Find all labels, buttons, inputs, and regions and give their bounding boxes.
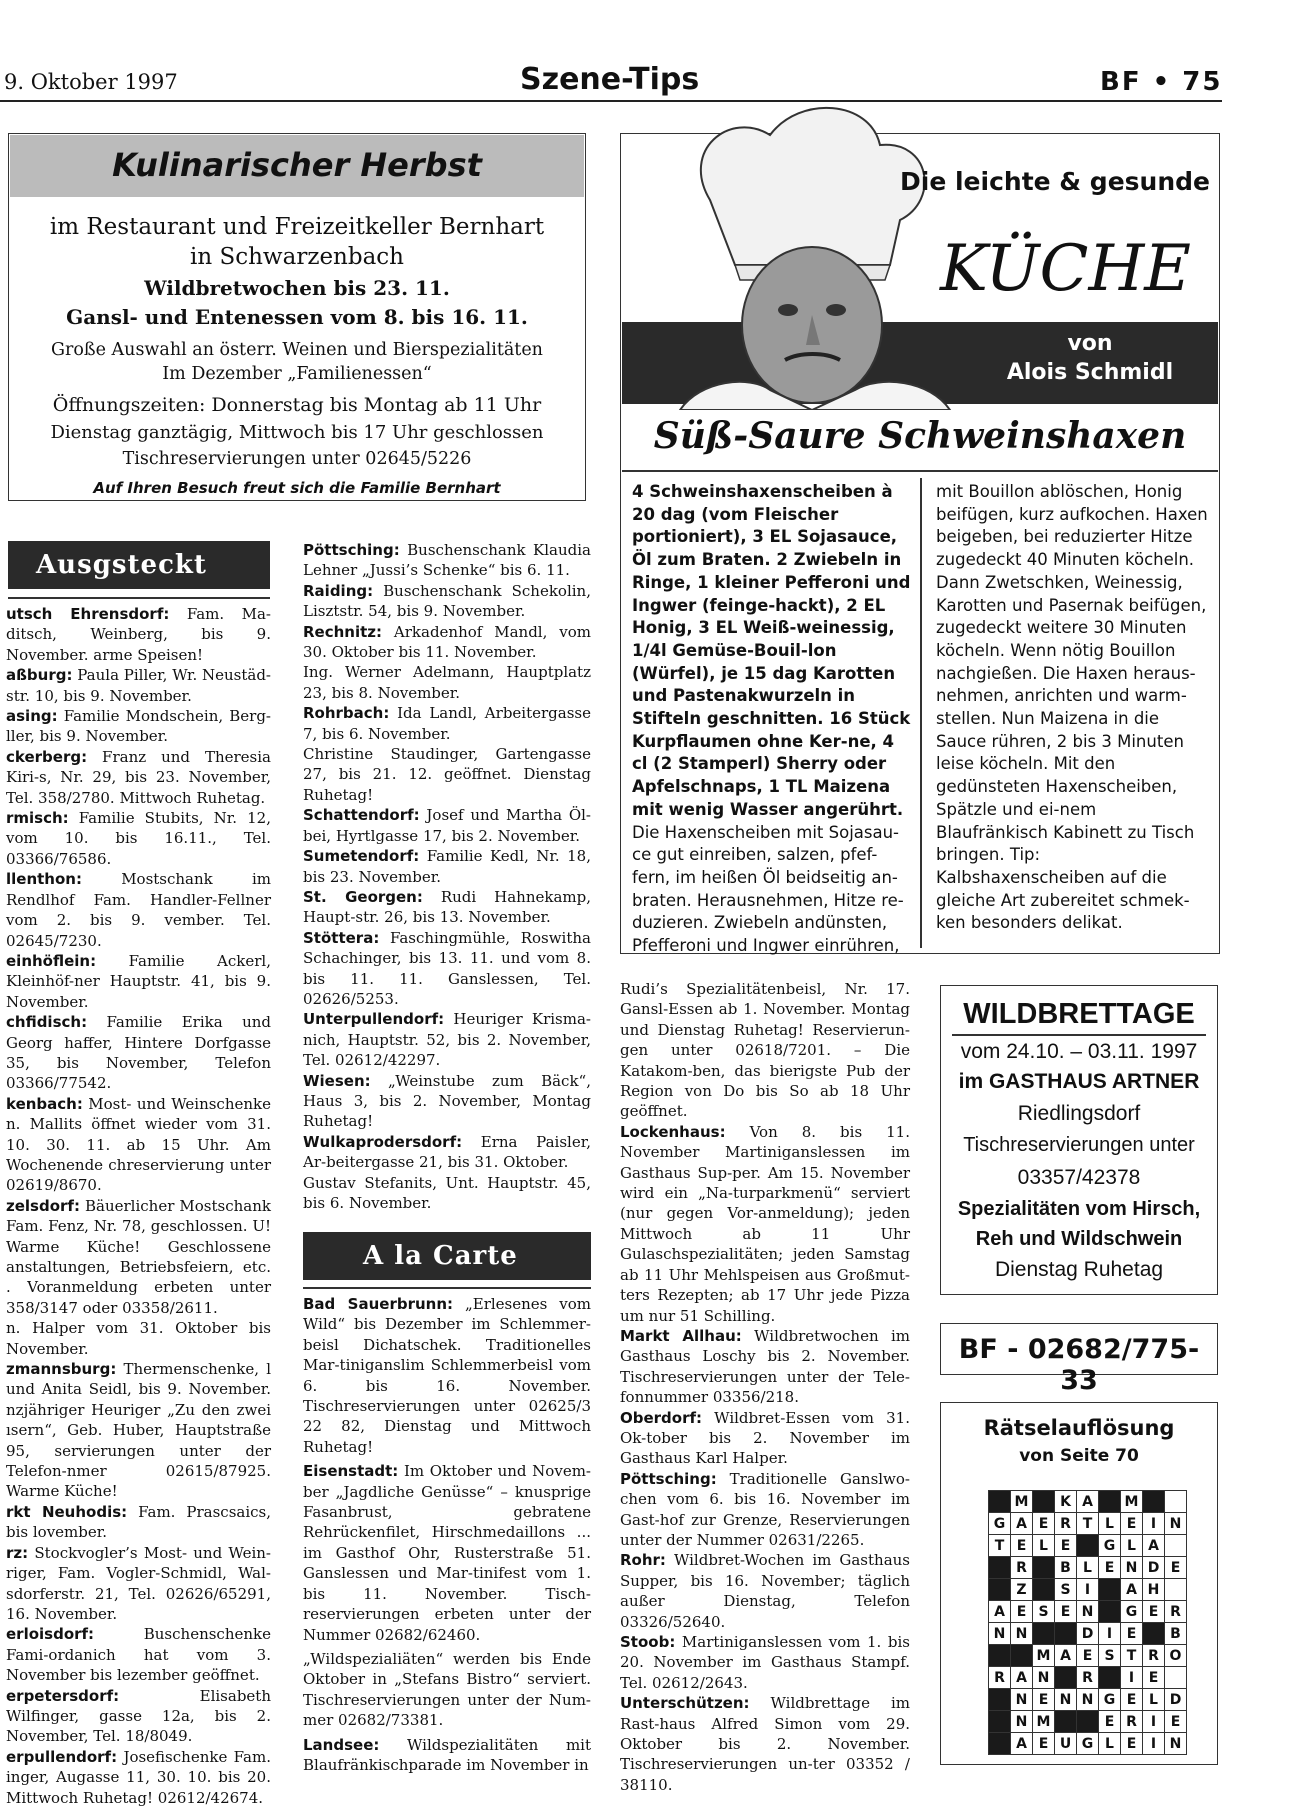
puzzle-letter-cell: D [1077,1623,1099,1645]
puzzle-black-cell [989,1579,1011,1601]
puzzle-letter-cell: N [989,1623,1011,1645]
puzzle-black-cell [1055,1667,1077,1689]
puzzle-subtitle: von Seite 70 [1019,1446,1139,1466]
puzzle-letter-cell: T [989,1535,1011,1557]
puzzle-letter-cell: I [1099,1623,1121,1645]
list-item: n. Halper vom 31. Oktober bis November. [6,1319,271,1358]
puzzle-letter-cell: E [1099,1557,1121,1579]
list-item: zelsdorf: Bäuerlicher Mostschank Fam. Fenz, Nr. 78, geschlossen. U! Warme Küche! Geschlossene anstaltungen, Betriebsfeiern, etc. . Voranmeldung erbeten unter 358/3147 oder 03358/2611. [6,1196,271,1317]
section-title: Szene-Tips [520,62,700,97]
list-item: asing: Familie Mondschein, Berg-ller, bis 9. November. [6,707,271,746]
puzzle-black-cell [989,1491,1011,1513]
puzzle-letter-cell: R [1011,1557,1033,1579]
chef-photo [640,90,970,410]
puzzle-black-cell [1099,1667,1121,1689]
puzzle-row [989,1733,1187,1755]
puzzle-letter-cell: E [1055,1535,1077,1557]
puzzle-letter-cell: A [1077,1491,1099,1513]
wildbret-venue: im GASTHAUS ARTNER [958,1070,1200,1093]
puzzle-black-cell [1099,1579,1121,1601]
puzzle-letter-cell: E [1011,1601,1033,1623]
wildbret-dates: vom 24.10. – 03.11. 1997 [960,1040,1198,1063]
kh-line: Große Auswahl an österr. Weinen und Bierspezialitäten [51,340,543,360]
puzzle-row [989,1557,1187,1579]
puzzle-letter-cell: E [1055,1601,1077,1623]
puzzle-letter-cell: E [1011,1535,1033,1557]
puzzle-letter-cell: I [1077,1579,1099,1601]
recipe-left-column [632,481,912,958]
puzzle-letter-cell: K [1055,1491,1077,1513]
ausgsteckt-rule [8,597,270,599]
kh-line: Im Dezember „Familienessen“ [162,364,432,384]
puzzle-letter-cell: M [1011,1491,1033,1513]
puzzle-row [989,1535,1187,1557]
puzzle-row [989,1513,1187,1535]
list-item: Raiding: Buschenschank Schekolin, Lisztstr. 54, bis 9. November. [303,581,591,621]
list-item: Pöttsching: Traditionelle Ganslwo-chen vom 6. bis 16. November im Gast-hof zur Grenze, Reservierungen unter der Nummer 02631/2265. [620,1469,910,1549]
puzzle-letter-cell: H [1143,1579,1165,1601]
list-item: Unterpullendorf: Heuriger Krisma-nich, Hauptstr. 52, bis 2. November, Tel. 02612/42297. [303,1010,591,1070]
puzzle-black-cell [989,1733,1011,1755]
kh-line: Dienstag ganztägig, Mittwoch bis 17 Uhr geschlossen [50,422,544,443]
list-item: rmisch: Familie Stubits, Nr. 12, vom 10. bis 16.11., Tel. 03366/76586. [6,809,271,868]
kh-line: Wildbretwochen bis 23. 11. [144,276,450,300]
recipe-steps-right: mit Bouillon ablöschen, Honig beifügen, kurz aufkochen. Haxen beigeben, bei reduzierter Hitze zugedeckt 40 Minuten köcheln. Dann Zwetschken, Weinessig, Karotten und Pasernak beifügen, zugedeckt weitere 30 Minuten köcheln. Wenn nötig Bouillon nachgießen. Die Haxen heraus-nehmen, anrichten und warm-stellen. Nun Maizena in die Sauce rühren, 2 bis 3 Minuten leise köcheln. Mit den gedünsteten Haxenscheiben, Spätzle und ei-nem Blaufränkisch Kabinett zu Tisch bringen. Tip: Kalbshaxenscheiben auf die gleiche Art zubereitet schmek-ken besonders delikat. [936,482,1208,933]
puzzle-letter-cell: N [1011,1623,1033,1645]
list-item: Rudi’s Spezialitätenbeisl, Nr. 17. Gansl-Essen ab 1. November. Montag und Dienstag Ruhetag! Reservierun-gen unter 02618/7201. – Die Katakom-ben, das bierigste Pub der Region von Do bis So ab 18 Uhr geöffnet. [620,980,910,1121]
puzzle-black-cell [1055,1711,1077,1733]
ausgsteckt-right-column [303,540,591,1213]
puzzle-black-cell [1077,1535,1099,1557]
puzzle-letter-cell [1165,1579,1187,1601]
recipe-kueche: KÜCHE [940,232,1191,306]
kh-line: Gansl- und Entenessen vom 8. bis 16. 11. [66,305,528,329]
puzzle-black-cell [1099,1491,1121,1513]
puzzle-letter-cell: M [1033,1711,1055,1733]
puzzle-letter-cell: E [1033,1733,1055,1755]
puzzle-letter-cell: R [1077,1667,1099,1689]
puzzle-row [989,1623,1187,1645]
puzzle-letter-cell: E [1165,1557,1187,1579]
puzzle-letter-cell: R [1055,1513,1077,1535]
puzzle-letter-cell: G [989,1513,1011,1535]
puzzle-letter-cell: M [1121,1491,1143,1513]
list-item: Oberdorf: Wildbret-Essen vom 31. Ok-tober bis 2. November im Gasthaus Karl Halper. [620,1408,910,1468]
puzzle-black-cell [989,1645,1011,1667]
kh-line: Öffnungszeiten: Donnerstag bis Montag ab 11 Uhr [52,394,542,416]
list-item: Christine Staudinger, Gartengasse 27, bis 21. 12. geöffnet. Dienstag Ruhetag! [303,745,591,804]
puzzle-grid [988,1490,1187,1755]
puzzle-letter-cell: E [1033,1513,1055,1535]
puzzle-letter-cell: M [1033,1645,1055,1667]
puzzle-letter-cell: L [1033,1535,1055,1557]
recipe-column-divider [920,478,922,948]
wildbret-reserve: Tischreservierungen unter [963,1134,1195,1156]
wildbret-title: WILDBRETTAGE [963,998,1195,1030]
list-item: ckerberg: Franz und Theresia Kiri-s, Nr. 29, bis 23. November, Tel. 358/2780. Mittwoch Ruhetag. [6,747,271,807]
wildbret-town: Riedlingsdorf [1017,1102,1141,1125]
puzzle-letter-cell: E [1077,1645,1099,1667]
a-la-carte-column-1 [303,1294,591,1775]
puzzle-letter-cell: L [1143,1689,1165,1711]
puzzle-row [989,1711,1187,1733]
puzzle-letter-cell: S [1055,1579,1077,1601]
list-item: Unterschützen: Wildbrettage im Rast-haus Alfred Simon vom 29. Oktober bis 2. November. Tischreservierungen un-ter 03352 / 38110. [620,1694,910,1794]
puzzle-black-cell [1033,1557,1055,1579]
puzzle-letter-cell: N [1165,1513,1187,1535]
kulinarisch-banner: Kulinarischer Herbst [112,146,482,184]
puzzle-black-cell [1055,1623,1077,1645]
puzzle-black-cell [989,1711,1011,1733]
puzzle-letter-cell: E [1033,1689,1055,1711]
puzzle-letter-cell: E [1099,1711,1121,1733]
puzzle-letter-cell: A [1011,1667,1033,1689]
puzzle-letter-cell: L [1099,1733,1121,1755]
ausgsteckt-left-column [6,604,271,1808]
puzzle-letter-cell: N [1055,1689,1077,1711]
puzzle-letter-cell: A [1055,1645,1077,1667]
a-la-carte-rule [303,1287,591,1289]
puzzle-letter-cell: N [1033,1667,1055,1689]
puzzle-letter-cell: O [1165,1645,1187,1667]
wildbret-rest: Dienstag Ruhetag [994,1258,1164,1281]
puzzle-letter-cell [1165,1667,1187,1689]
list-item: Lockenhaus: Von 8. bis 11. November Martiniganslessen im Gasthaus Sup-per. Am 15. November wird ein „Na-turparkmenü“ serviert (nur gegen Vor-anmeldung); jeden Mittwoch ab 11 Uhr Gulaschspezialitäten; jeden Samstag ab 11 Uhr Mehlspeisen aus Großmut-ters Rezepten; ab 17 Uhr jede Pizza um nur 51 Schilling. [620,1122,910,1325]
list-item: zmannsburg: Thermenschenke, l und Anita Seidl, bis 9. November. nzjähriger Heuriger „Zu den zwei ısern“, Geb. Huber, Hauptstraße 95, servierungen unter der Telefon-nmer 02615/87925. Warme Küche! [6,1360,271,1501]
recipe-right-column [936,481,1208,935]
list-item: erloisdorf: Buschenschenke Fami-ordanich hat vom 3. November bis lezember geöffnet. [6,1625,271,1685]
recipe-ingredients: 4 Schweinshaxenscheiben à 20 dag (vom Fleischer portioniert), 3 EL Sojasauce, Öl zum Braten. 2 Zwiebeln in Ringe, 1 kleiner Pefferoni und Ingwer (feinge-hackt), 2 EL Honig, 3 EL Weiß-weinessig, 1/4l Gemüse-Bouil-lon (Würfel), je 15 dag Karotten und Pastenakwurzeln in Stifteln geschnitten. 16 Stück Kurpflaumen ohne Ker-ne, 4 cl (2 Stamperl) Sherry oder Apfelschnaps, 1 TL Maizena mit wenig Wasser angerührt. [632,482,911,819]
wildbret-rule [952,1034,1206,1036]
puzzle-row [989,1601,1187,1623]
list-item: Sumetendorf: Familie Kedl, Nr. 18, bis 23. November. [303,847,591,886]
list-item: llenthon: Mostschank im Rendlhof Fam. Handler-Fellner vom 2. bis 9. vember. Tel. 02645/7230. [6,870,271,950]
list-item: erpullendorf: Josefischenke Fam. inger, Augasse 11, 30. 10. bis 20. Mittwoch Ruhetag! 02612/42674. [6,1747,271,1807]
list-item: einhöflein: Familie Ackerl, Kleinhöf-ner Hauptstr. 41, bis 9. November. [6,951,271,1011]
puzzle-letter-cell: E [1143,1667,1165,1689]
a-la-carte-column-2 [620,979,910,1795]
wildbret-spec2: Reh und Wildschwein [975,1228,1183,1250]
list-item: Gustav Stefanits, Unt. Hauptstr. 45, bis 6. November. [303,1173,591,1212]
puzzle-letter-cell: A [1121,1579,1143,1601]
puzzle-letter-cell: D [1143,1557,1165,1579]
puzzle-letter-cell: N [1011,1689,1033,1711]
page-label: BF • 75 [1100,67,1223,97]
puzzle-letter-cell: U [1055,1733,1077,1755]
puzzle-letter-cell: A [1143,1535,1165,1557]
puzzle-letter-cell: N [1077,1601,1099,1623]
puzzle-letter-cell: R [1165,1601,1187,1623]
puzzle-letter-cell: A [1011,1733,1033,1755]
kh-line: im Restaurant und Freizeitkeller Bernhart [49,214,545,240]
list-item: St. Georgen: Rudi Hahnekamp, Haupt-str. 26, bis 13. November. [303,887,591,927]
puzzle-letter-cell: T [1077,1513,1099,1535]
puzzle-letter-cell: R [1121,1711,1143,1733]
list-item: kenbach: Most- und Weinschenke n. Mallits öffnet wieder vom 31. 10. 30. 11. ab 15 Uhr. Am Wochenende chreservierung unter 02619/8670. [6,1094,271,1195]
list-item: erpetersdorf: Elisabeth Wilfinger, gasse 12a, bis 2. November, Tel. 18/8049. [6,1686,271,1746]
kh-signoff: Auf Ihren Besuch freut sich die Familie Bernhart [93,479,501,497]
puzzle-letter-cell: L [1099,1513,1121,1535]
puzzle-black-cell [1033,1491,1055,1513]
puzzle-black-cell [1099,1601,1121,1623]
kh-line: Tischreservierungen unter 02645/5226 [122,449,472,469]
list-item: Stöttera: Faschingmühle, Roswitha Schachinger, bis 13. 11. und vom 8. bis 11. 11. Ganslessen, Tel. 02626/5253. [303,928,591,1008]
recipe-title: Süß-Saure Schweinshaxen [653,415,1187,457]
puzzle-black-cell [1077,1711,1099,1733]
puzzle-letter-cell: E [1121,1623,1143,1645]
puzzle-black-cell [1011,1645,1033,1667]
puzzle-letter-cell: A [989,1601,1011,1623]
list-item: chfidisch: Familie Erika und Georg haffer, Hintere Dorfgasse 35, bis November, Telefon 03366/77542. [6,1013,271,1093]
puzzle-black-cell [989,1557,1011,1579]
list-item: „Wildspezialiäten“ werden bis Ende Oktober in „Stefans Bistro“ serviert. Tischreservierungen unter der Num-mer 02682/73381. [303,1649,591,1730]
recipe-von: von [1067,331,1113,356]
puzzle-letter-cell: I [1143,1733,1165,1755]
wildbret-spec1: Spezialitäten vom Hirsch, [957,1198,1201,1220]
puzzle-letter-cell: N [1165,1733,1187,1755]
puzzle-letter-cell: N [1077,1689,1099,1711]
kh-line: in Schwarzenbach [190,244,404,270]
puzzle-letter-cell: B [1165,1623,1187,1645]
puzzle-black-cell [1033,1623,1055,1645]
list-item: Pöttsching: Buschenschank Klaudia Lehner „Jussi’s Schenke“ bis 6. 11. [303,541,591,580]
list-item: aßburg: Paula Piller, Wr. Neustäd-str. 10, bis 9. November. [6,666,272,705]
list-item: Ing. Werner Adelmann, Hauptplatz 23, bis 8. November. [303,663,591,702]
puzzle-letter-cell: B [1055,1557,1077,1579]
list-item: Wiesen: „Weinstube zum Bäck“, Haus 3, bis 2. November, Montag Ruhetag! [303,1071,591,1131]
recipe-author: Alois Schmidl [1006,360,1174,385]
puzzle-letter-cell: A [1011,1513,1033,1535]
puzzle-letter-cell: T [1121,1645,1143,1667]
header-rule [0,100,1222,102]
wildbret-phone: 03357/42378 [1017,1166,1141,1189]
puzzle-letter-cell: G [1099,1689,1121,1711]
puzzle-letter-cell: G [1099,1535,1121,1557]
bf-phone: BF - 02682/775-33 [958,1334,1200,1396]
puzzle-letter-cell: G [1077,1733,1099,1755]
recipe-separator [622,470,1218,472]
puzzle-row [989,1645,1187,1667]
puzzle-letter-cell [1165,1491,1187,1513]
puzzle-letter-cell: E [1165,1711,1187,1733]
puzzle-letter-cell: L [1121,1535,1143,1557]
list-item: Stoob: Martiniganslessen vom 1. bis 20. November im Gasthaus Stampf. Tel. 02612/2643. [620,1633,910,1692]
puzzle-letter-cell [1165,1535,1187,1557]
puzzle-letter-cell: Z [1011,1579,1033,1601]
list-item: rz: Stockvogler’s Most- und Wein-riger, Fam. Vogler-Schmidl, Wal-sdorferstr. 21, Tel. 02626/65291, 16. November. [6,1543,271,1623]
list-item: Landsee: Wildspezialitäten mit Blaufränkischparade im November in [303,1735,591,1774]
puzzle-title: Rätselauflösung [983,1416,1175,1440]
puzzle-letter-cell: N [1011,1711,1033,1733]
puzzle-letter-cell: E [1143,1601,1165,1623]
puzzle-black-cell [1143,1623,1165,1645]
puzzle-letter-cell: E [1121,1513,1143,1535]
puzzle-letter-cell: S [1033,1601,1055,1623]
a-la-carte-heading: A la Carte [303,1232,591,1280]
puzzle-letter-cell: I [1143,1513,1165,1535]
puzzle-black-cell [989,1689,1011,1711]
puzzle-black-cell [1033,1579,1055,1601]
puzzle-letter-cell: L [1077,1557,1099,1579]
puzzle-black-cell [1143,1491,1165,1513]
puzzle-letter-cell: S [1099,1645,1121,1667]
puzzle-row [989,1667,1187,1689]
list-item: utsch Ehrensdorf: Fam. Ma-ditsch, Weinberg, bis 9. November. arme Speisen! [6,605,271,664]
recipe-tagline: Die leichte & gesunde [900,167,1210,196]
puzzle-row [989,1491,1187,1513]
puzzle-letter-cell: I [1121,1667,1143,1689]
puzzle-row [989,1579,1187,1601]
list-item: rkt Neuhodis: Fam. Prascsaics, bis lovember. [6,1502,271,1542]
puzzle-row [989,1689,1187,1711]
puzzle-letter-cell: D [1165,1689,1187,1711]
puzzle-letter-cell: E [1121,1733,1143,1755]
ausgsteckt-heading: Ausgsteckt [8,541,270,589]
list-item: Eisenstadt: Im Oktober und Novem-ber „Jagdliche Genüsse“ – knusprige Fasanbrust, gebratene Rehrückenfilet, Hirschmedaillons ... im Gasthof Ohr, Rusterstraße 51. Ganslessen und Mar-tinifest vom 1. bis 11. November. Tisch-reservierungen erbeten unter der Nummer 02682/62460. [303,1462,591,1644]
puzzle-letter-cell: N [1121,1557,1143,1579]
recipe-steps-left: Die Haxenscheiben mit Sojasau-ce gut einreiben, salzen, pfef-fern, im heißen Öl beidseitig an-braten. Herausnehmen, Hitze re-duzieren. Zwiebeln andünsten, Pfefferoni und Ingwer einrühren, [632,822,904,956]
list-item: Markt Allhau: Wildbretwochen im Gasthaus Loschy bis 2. November. Tischreservierungen unter der Tele-fonnummer 03356/218. [620,1326,910,1407]
puzzle-letter-cell: G [1121,1601,1143,1623]
issue-date: 9. Oktober 1997 [4,70,178,94]
puzzle-letter-cell: R [1143,1645,1165,1667]
puzzle-letter-cell: I [1143,1711,1165,1733]
list-item: Rohr: Wildbret-Wochen im Gasthaus Supper, bis 16. November; täglich außer Dienstag, Telefon 03326/52640. [620,1551,910,1631]
list-item: Wulkaprodersdorf: Erna Paisler, Ar-beitergasse 21, bis 31. Oktober. [303,1132,591,1172]
list-item: Rechnitz: Arkadenhof Mandl, vom 30. Oktober bis 11. November. [303,622,591,662]
puzzle-letter-cell: E [1121,1689,1143,1711]
list-item: Schattendorf: Josef und Martha Öl-bei, Hyrtlgasse 17, bis 2. November. [303,806,591,845]
puzzle-letter-cell: R [989,1667,1011,1689]
list-item: Bad Sauerbrunn: „Erlesenes vom Wild“ bis Dezember im Schlemmer-beisl Dichatschek. Traditionelles Mar-tiniganslim Schlemmerbeisl vom 6. bis 16. November. Tischreservierungen unter 02625/3 22 82, Dienstag und Mittwoch Ruhetag! [303,1295,592,1456]
list-item: Rohrbach: Ida Landl, Arbeitergasse 7, bis 6. November. [303,704,591,743]
